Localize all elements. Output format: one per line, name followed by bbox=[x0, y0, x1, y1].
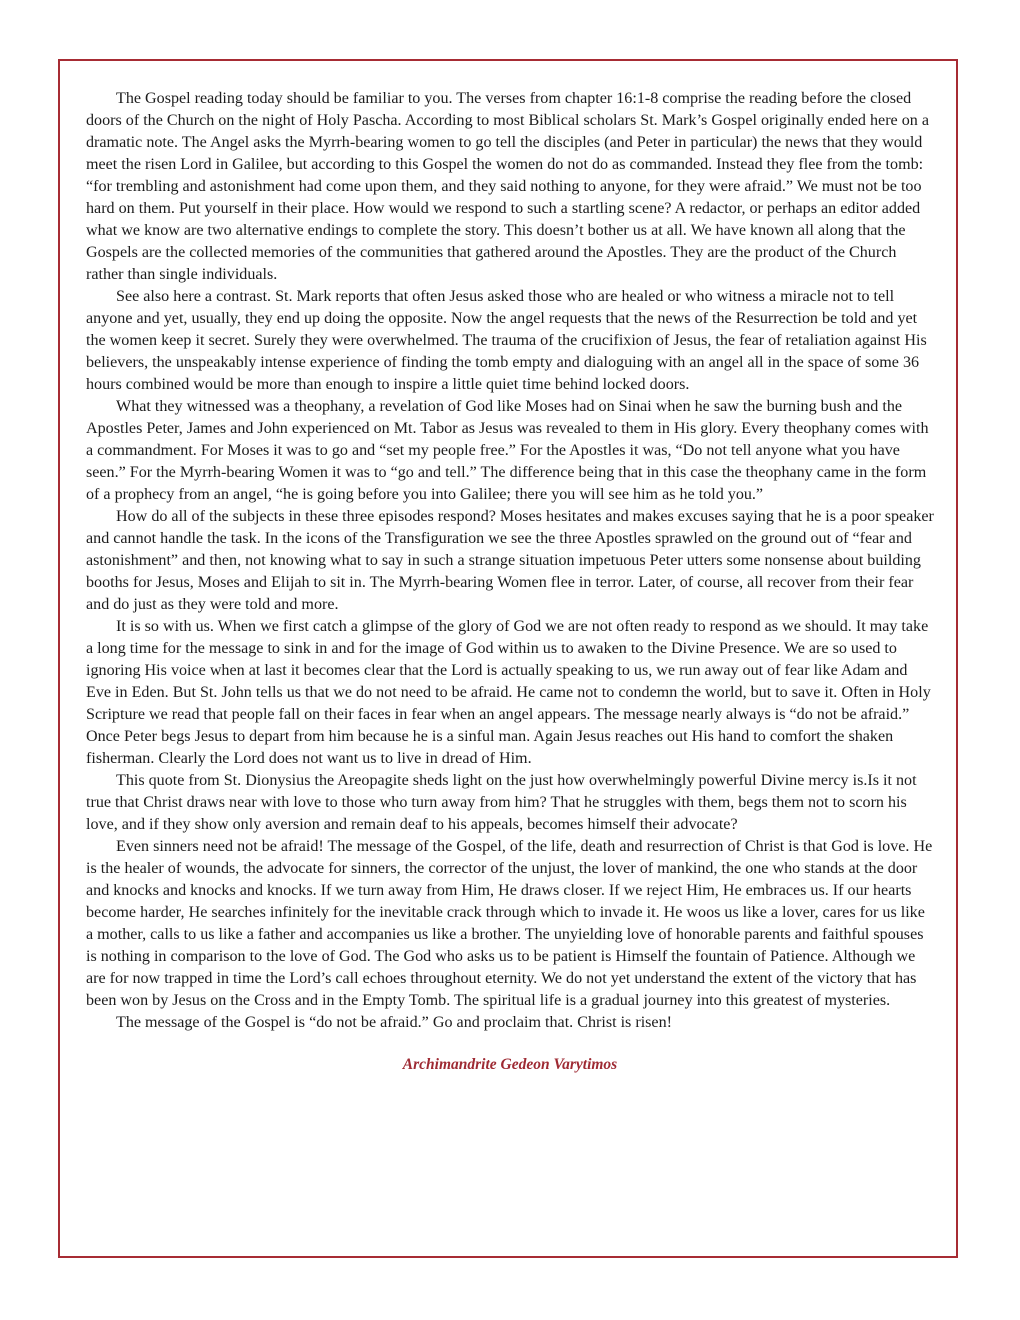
paragraph: It is so with us. When we first catch a glimpse of the glory of God we are not often ready to respond as we should. It may take a long time for the message to sink in and for the image of God within us to awaken to the Divine Presence. We are so used to ignoring His voice when at last it becomes clear that the Lord is actually speaking to us, we run away out of fear like Adam and Eve in Eden. But St. John tells us that we do not need to be afraid. He came not to condemn the world, but to save it. Often in Holy Scripture we read that people fall on their faces in fear when an angel appears. The message nearly always is “do not be afraid.” Once Peter begs Jesus to depart from him because he is a sinful man. Again Jesus reaches out His hand to comfort the shaken fisherman. Clearly the Lord does not want us to live in dread of Him. bbox=[86, 618, 931, 767]
article-body bbox=[86, 88, 934, 1076]
paragraph: What they witnessed was a theophany, a revelation of God like Moses had on Sinai when he saw the burning bush and the Apostles Peter, James and John experienced on Mt. Tabor as Jesus was revealed to them in His glory. Every theophany comes with a commandment. For Moses it was to go and “set my people free.” For the Apostles it was, “Do not tell anyone what you have seen.” For the Myrrh-bearing Women it was to “go and tell.” The difference being that in this case the theophany came in the form of a prophecy from an angel, “he is going before you into Galilee; there you will see him as he told you.” bbox=[86, 398, 929, 503]
paragraph: Even sinners need not be afraid! The message of the Gospel, of the life, death and resurrection of Christ is that God is love. He is the healer of wounds, the advocate for sinners, the corrector of the unjust, the lover of mankind, the one who stands at the door and knocks and knocks and knocks. If we turn away from Him, He draws closer. If we reject Him, He embraces us. If our hearts become harder, He searches infinitely for the inevitable crack through which to invade it. He woos us like a lover, cares for us like a mother, calls to us like a father and accompanies us like a brother. The unyielding love of honorable parents and faithful spouses is nothing in comparison to the love of God. The God who asks us to be patient is Himself the fountain of Patience. Although we are for now trapped in time the Lord’s call echoes throughout eternity. We do not yet understand the extent of the victory that has been won by Jesus on the Cross and in the Empty Tomb. The spiritual life is a gradual journey into this greatest of mysteries. bbox=[86, 838, 933, 1009]
paragraph: This quote from St. Dionysius the Areopagite sheds light on the just how overwhelmingly powerful Divine mercy is.Is it not true that Christ draws near with love to those who turn away from him? That he struggles with them, begs them not to scorn his love, and if they show only aversion and remain deaf to his appeals, becomes himself their advocate? bbox=[86, 772, 917, 833]
paragraph: The message of the Gospel is “do not be afraid.” Go and proclaim that. Christ is risen! bbox=[116, 1014, 672, 1031]
paragraph: See also here a contrast. St. Mark reports that often Jesus asked those who are healed or who witness a miracle not to tell anyone and yet, usually, they end up doing the opposite. Now the angel requests that the news of the Resurrection be told and yet the women keep it secret. Surely they were overwhelmed. The trauma of the crucifixion of Jesus, the fear of retaliation against His believers, the unspeakably intense experience of finding the tomb empty and dialoguing with an angel all in the space of some 36 hours combined would be more than enough to inspire a little quiet time behind locked doors. bbox=[86, 288, 927, 393]
author-signature: Archimandrite Gedeon Varytimos bbox=[402, 1056, 618, 1073]
paragraph: How do all of the subjects in these three episodes respond? Moses hesitates and makes excuses saying that he is a poor speaker and cannot handle the task. In the icons of the Transfiguration we see the three Apostles sprawled on the ground out of “fear and astonishment” and then, not knowing what to say in such a strange situation impetuous Peter utters some nonsense about building booths for Jesus, Moses and Elijah to sit in. The Myrrh-bearing Women flee in terror. Later, of course, all recover from their fear and do just as they were told and more. bbox=[86, 508, 934, 613]
paragraph: The Gospel reading today should be familiar to you. The verses from chapter 16:1-8 comprise the reading before the closed doors of the Church on the night of Holy Pascha. According to most Biblical scholars St. Mark’s Gospel originally ended here on a dramatic note. The Angel asks the Myrrh-bearing women to go tell the disciples (and Peter in particular) the news that they would meet the risen Lord in Galilee, but according to this Gospel the women do not do as commanded. Instead they flee from the tomb: “for trembling and astonishment had come upon them, and they said nothing to anyone, for they were afraid.” We must not be too hard on them. Put yourself in their place. How would we respond to such a startling scene? A redactor, or perhaps an editor added what we know are two alternative endings to complete the story. This doesn’t bother us at all. We have known all along that the Gospels are the collected memories of the communities that gathered around the Apostles. They are the product of the Church rather than single individuals. bbox=[86, 90, 929, 283]
